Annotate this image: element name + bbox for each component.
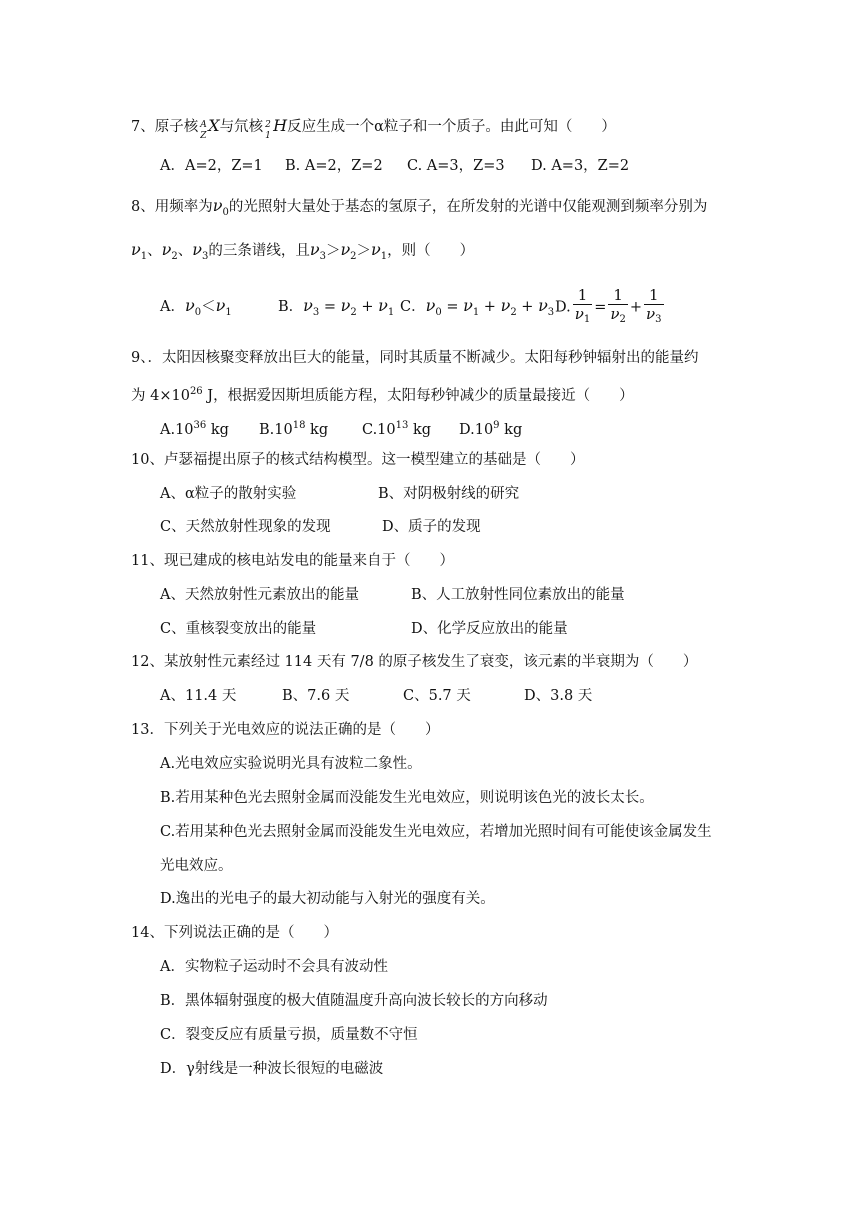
question-10-stem: 10、卢瑟福提出原子的核式结构模型。这一模型建立的基础是（ ）	[131, 452, 585, 468]
q9-option-b: $B.10^{18}$ kg	[259, 420, 329, 438]
q12-option-b: B、7.6 天	[282, 688, 350, 704]
nuclide-x-symbol: X	[208, 116, 220, 135]
q7-option-b: B. A=2，Z=2	[285, 158, 383, 174]
q11-option-c: C、重核裂变放出的能量	[160, 621, 317, 637]
question-7-stem	[131, 116, 616, 141]
q10-option-a: A、α粒子的散射实验	[160, 486, 297, 502]
q14-option-d: D．γ射线是一种波长很短的电磁波	[160, 1061, 384, 1077]
q8-option-c: C．$\nu_0 = \nu_1 + \nu_2 + \nu_3$	[400, 296, 555, 318]
q13-option-c: C.若用某种色光去照射金属而没能发生光电效应，若增加光照时间有可能使该金属发生	[160, 824, 712, 840]
question-8-stem-line2: $\nu_1$、$\nu_2$、$\nu_3$的三条谱线，且$\nu_3>\nu_2>\nu_1$，则（ ）	[131, 240, 475, 262]
q14-option-c: C．裂变反应有质量亏损，质量数不守恒	[160, 1027, 418, 1043]
q9-option-c: $C.10^{13}$ kg	[362, 420, 432, 438]
q11-option-b: B、人工放射性同位素放出的能量	[411, 587, 625, 603]
q13-option-d: D.逸出的光电子的最大初动能与入射光的强度有关。	[160, 891, 495, 907]
q9-option-a: $A.10^{36}$ kg	[160, 420, 229, 438]
q9-option-d: $D.10^9$ kg	[459, 420, 523, 438]
q13-option-a: A.光电效应实验说明光具有波粒二象性。	[160, 756, 422, 772]
nuclide-h-symbol: H	[273, 116, 288, 135]
question-11-stem: 11、现已建成的核电站发电的能量来自于（ ）	[131, 553, 454, 569]
q14-option-a: A．实物粒子运动时不会具有波动性	[160, 959, 388, 975]
q8-option-b: B．$\nu_3 = \nu_2 + \nu_1$	[278, 296, 395, 318]
fraction-1-over-v2: $\frac{1}{\nu_2}$	[608, 286, 628, 329]
question-9-stem-line1: 9、．太阳因核聚变释放出巨大的能量，同时其质量不断减少。太阳每秒钟辐射出的能量约	[131, 350, 699, 366]
q7-text-a: 7、原子核	[131, 119, 199, 135]
q12-option-a: A、11.4 天	[160, 688, 237, 704]
nuclide-h-notation: 2 1	[265, 120, 271, 141]
q8-option-a: A．$\nu_0<\nu_1$	[160, 296, 232, 318]
q10-option-c: C、天然放射性现象的发现	[160, 519, 331, 535]
question-9-stem-line2: 为 $4\times 10^{26}$ J，根据爱因斯坦质能方程，太阳每秒钟减少的质量最接近（ ）	[131, 386, 634, 404]
q7-option-a: A．A=2，Z=1	[160, 158, 263, 174]
q8-option-d: D. $\frac{1}{\nu_1}$ = $\frac{1}{\nu_2}$ + $\frac{1}{\nu_3}$	[555, 286, 666, 329]
question-13-stem: 13．下列关于光电效应的说法正确的是（ ）	[131, 722, 440, 738]
nuclide-x-notation: A Z	[200, 120, 207, 141]
q10-option-d: D、质子的发现	[382, 519, 481, 535]
q13-option-b: B.若用某种色光去照射金属而没能发生光电效应，则说明该色光的波长太长。	[160, 790, 654, 806]
q7-text-c: 反应生成一个α粒子和一个质子。由此可知（ ）	[287, 119, 616, 135]
question-12-stem: 12、某放射性元素经过 114 天有 7/8 的原子核发生了衰变，该元素的半衰期为（ ）	[131, 654, 698, 670]
q12-option-c: C、5.7 天	[403, 688, 471, 704]
fraction-1-over-v1: $\frac{1}{\nu_1}$	[573, 286, 593, 329]
q13-option-c-cont: 光电效应。	[160, 858, 233, 874]
q11-option-d: D、化学反应放出的能量	[411, 621, 568, 637]
q11-option-a: A、天然放射性元素放出的能量	[160, 587, 359, 603]
q7-text-b: 与氘核	[219, 119, 264, 135]
q7-option-d: D. A=3，Z=2	[531, 158, 630, 174]
fraction-1-over-v3: $\frac{1}{\nu_3}$	[644, 286, 664, 329]
q12-option-d: D、3.8 天	[524, 688, 593, 704]
nu0-symbol: $\nu_0$	[212, 196, 229, 218]
q10-option-b: B、对阴极射线的研究	[378, 486, 520, 502]
question-8-stem-line1: 8、用频率为$\nu_0$的光照射大量处于基态的氢原子，在所发射的光谱中仅能观测到频率分别为	[131, 196, 708, 218]
question-14-stem: 14、下列说法正确的是（ ）	[131, 925, 338, 941]
q14-option-b: B．黑体辐射强度的极大值随温度升高向波长较长的方向移动	[160, 993, 548, 1009]
q7-option-c: C. A=3，Z=3	[407, 158, 505, 174]
